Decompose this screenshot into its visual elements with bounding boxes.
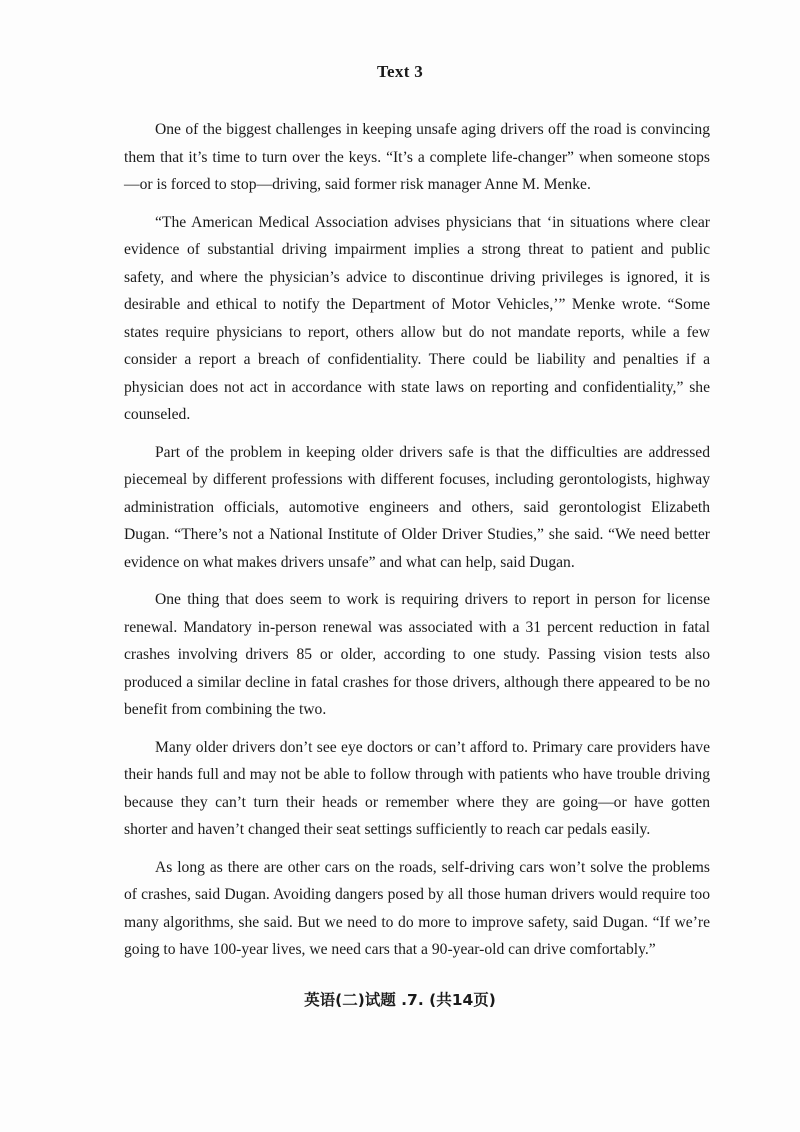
- paragraph-2: “The American Medical Association advises physicians that ‘in situations where clear evidence of substantial driving impairment implies a strong threat to patient and public safety, and where the physician’s advice to discontinue driving privileges is ignored, it is desirable and ethical to notify the Department of Motor Vehicles,’” Menke wrote. “Some states require physicians to report, others allow but do not mandate reports, while a few consider a report a breach of confidentiality. There could be liability and penalties if a physician does not act in accordance with state laws on reporting and confidentiality,” she counseled.: [124, 213, 710, 423]
- passage-body: [124, 116, 710, 974]
- paragraph-5: Many older drivers don’t see eye doctors or can’t afford to. Primary care providers have their hands full and may not be able to follow through with patients who have trouble driving because they can’t turn their heads or remember where they are going—or have gotten shorter and haven’t changed their seat settings sufficiently to reach car pedals easily.: [124, 738, 710, 838]
- paragraph-4: One thing that does seem to work is requiring drivers to report in person for license renewal. Mandatory in-person renewal was associated with a 31 percent reduction in fatal crashes involving drivers 85 or older, according to one study. Passing vision tests also produced a similar decline in fatal crashes for those drivers, although there appeared to be no benefit from combining the two.: [124, 591, 710, 718]
- paragraph-3: Part of the problem in keeping older drivers safe is that the difficulties are addressed piecemeal by different professions with different focuses, including gerontologists, highway administration officials, automotive engineers and others, said gerontologist Elizabeth Dugan. “There’s not a National Institute of Older Driver Studies,” she said. “We need better evidence on what makes drivers unsafe” and what can help, said Dugan.: [124, 443, 710, 571]
- paragraph-6: As long as there are other cars on the roads, self-driving cars won’t solve the problems of crashes, said Dugan. Avoiding dangers posed by all those human drivers would require too many algorithms, she said. But we need to do more to improve safety, said Dugan. “If we’re going to have 100-year lives, we need cars that a 90-year-old can drive comfortably.”: [124, 858, 710, 958]
- page-footer: 英语(二)试题 .7. (共14页): [304, 991, 496, 1009]
- page-title: Text 3: [376, 62, 424, 81]
- paragraph-1: One of the biggest challenges in keeping unsafe aging drivers off the road is convincing them that it’s time to turn over the keys. “It’s a complete life-changer” when someone stops—or is forced to stop—driving, said former risk manager Anne M. Menke.: [124, 121, 710, 193]
